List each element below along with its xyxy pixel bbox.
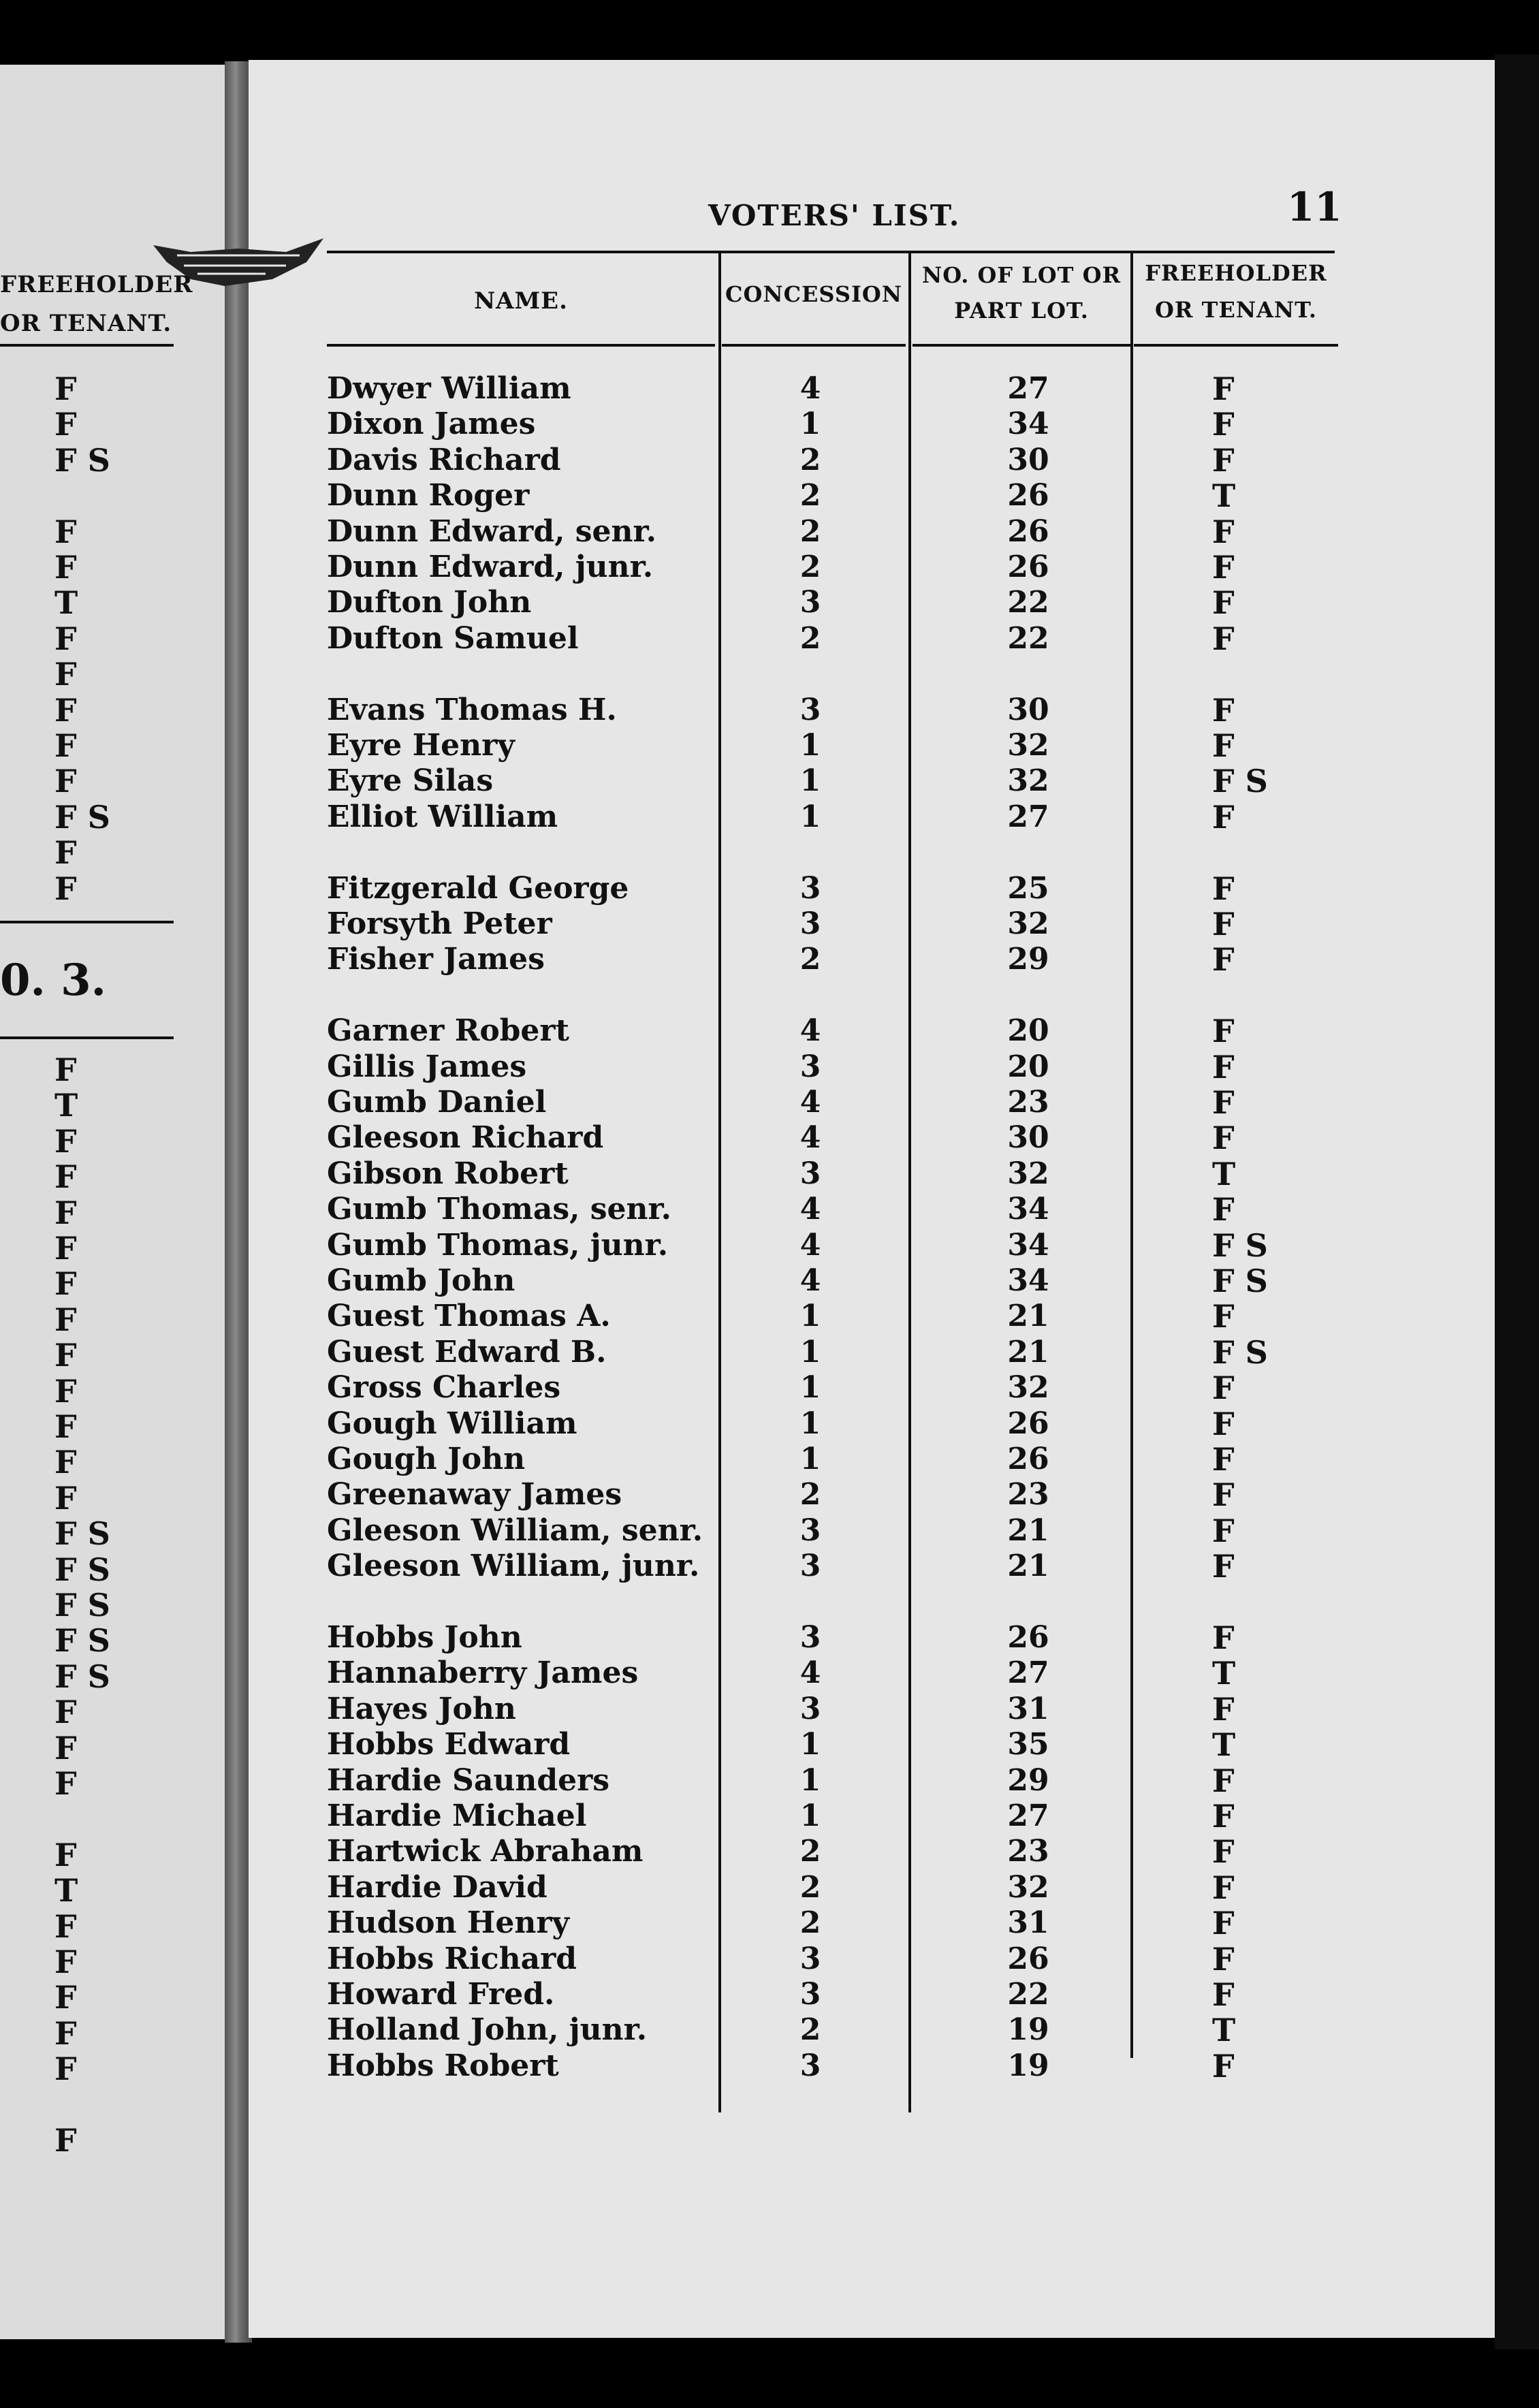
col-header-concession: CONCESSION [725, 281, 903, 307]
table-row [0, 621, 1539, 656]
freeholder-value: F [1212, 906, 1235, 942]
left-header-rule [0, 344, 174, 347]
table-row [0, 1549, 1539, 1584]
voter-name: Gibson Robert [327, 1156, 569, 1191]
lot-value: 30 [1007, 692, 1049, 727]
concession-value: 3 [799, 1691, 821, 1726]
table-row [0, 1905, 1539, 1941]
freeholder-value: F [1212, 870, 1235, 907]
voter-name: Gleeson Richard [327, 1120, 604, 1156]
freeholder-value: F [1212, 1512, 1235, 1549]
lot-value: 26 [1007, 513, 1049, 549]
lot-value: 32 [1007, 1156, 1049, 1191]
left-freeholder-value: F [54, 1836, 77, 1873]
freeholder-value: F [1212, 1476, 1235, 1514]
lot-value: 23 [1007, 1834, 1049, 1869]
freeholder-value: F [1212, 406, 1235, 443]
lot-value: 27 [1007, 1799, 1049, 1833]
lot-value: 26 [1007, 478, 1049, 513]
left-freeholder-value: F [54, 763, 77, 800]
left-freeholder-value: F [54, 1372, 77, 1410]
table-row [0, 1727, 1539, 1762]
concession-value: 2 [799, 1905, 821, 1941]
voter-name: Dixon James [327, 407, 536, 442]
voter-name: Gleeson William, senr. [327, 1512, 703, 1548]
col-header-lot-line1: NO. OF LOT OR [921, 262, 1122, 288]
voter-name: Hardie David [327, 1869, 548, 1905]
concession-value: 3 [799, 1512, 821, 1548]
freeholder-value: F [1212, 941, 1235, 979]
freeholder-value: F [1212, 798, 1235, 836]
lot-value: 26 [1007, 1442, 1049, 1476]
freeholder-value: F [1212, 1762, 1235, 1799]
lot-value: 29 [1007, 942, 1049, 977]
freeholder-value: F [1212, 1048, 1235, 1086]
concession-value: 3 [799, 1156, 821, 1191]
voter-name: Gumb Thomas, senr. [327, 1192, 671, 1227]
voter-name: Dunn Edward, junr. [327, 550, 654, 584]
voter-name: Eyre Silas [327, 763, 494, 799]
freeholder-value: F [1212, 1619, 1235, 1656]
left-freeholder-value: F [54, 2050, 77, 2088]
concession-value: 4 [799, 1013, 821, 1049]
left-freeholder-value: F [54, 1122, 77, 1160]
lot-value: 21 [1007, 1334, 1049, 1369]
voter-name: Hobbs Richard [327, 1941, 577, 1976]
left-freeholder-value: F [54, 1337, 77, 1374]
freeholder-value: F [1212, 1013, 1235, 1050]
table-row [0, 906, 1539, 942]
table-row [0, 1619, 1539, 1660]
lot-value: 32 [1007, 728, 1049, 763]
concession-value: 2 [799, 2012, 821, 2048]
voter-name: Gross Charles [327, 1370, 561, 1406]
table-row [0, 478, 1539, 513]
voter-name: Dufton John [327, 585, 532, 620]
table-row [0, 1299, 1539, 1334]
voter-name: Guest Edward B. [327, 1334, 607, 1369]
lot-value: 32 [1007, 1869, 1049, 1905]
table-row [0, 1477, 1539, 1512]
table-row [0, 550, 1539, 585]
concession-value: 2 [799, 550, 821, 584]
concession-value [776, 835, 844, 870]
freeholder-value: T [1212, 477, 1236, 515]
concession-value: 2 [799, 442, 821, 477]
freeholder-value: T [1212, 2012, 1236, 2049]
freeholder-value: F [1212, 1120, 1235, 1157]
concession-value: 1 [799, 1299, 821, 1334]
page-title: VOTERS' LIST. [708, 199, 961, 232]
freeholder-value: F [1212, 1905, 1235, 1942]
left-freeholder-value: F S [54, 798, 110, 836]
concession-value: 2 [799, 1477, 821, 1512]
concession-value: 1 [799, 1370, 821, 1406]
table-row [0, 1192, 1539, 1227]
table-row [0, 1870, 1539, 1905]
freeholder-value: F [1212, 1833, 1235, 1871]
table-row [0, 1405, 1539, 1445]
freeholder-value: F S [1212, 1333, 1268, 1371]
table-row [0, 1799, 1539, 1834]
freeholder-value: F [1212, 1690, 1235, 1728]
voter-name: Garner Robert [327, 1013, 569, 1049]
lot-value [981, 835, 1076, 870]
lot-value: 26 [1007, 1620, 1049, 1655]
freeholder-value: T [1212, 1155, 1236, 1192]
table-row [0, 978, 1539, 1013]
lot-value: 30 [1007, 442, 1049, 477]
lot-value: 23 [1007, 1085, 1049, 1120]
voter-name: Eyre Henry [327, 728, 515, 763]
concession-value: 1 [799, 763, 821, 799]
left-freeholder-value: F [54, 1301, 77, 1338]
left-col-header-line2: OR TENANT. [0, 310, 172, 337]
left-freeholder-value: F [54, 2014, 77, 2052]
freeholder-value: F [1212, 2047, 1235, 2085]
lot-value: 31 [1007, 1905, 1049, 1941]
table-row [0, 763, 1539, 799]
freeholder-value: F [1212, 370, 1235, 407]
freeholder-value: F [1212, 1548, 1235, 1585]
concession-value: 2 [799, 513, 821, 549]
concession-value: 3 [799, 692, 821, 727]
concession-value: 3 [799, 906, 821, 941]
table-row [0, 1263, 1539, 1303]
concession-value: 3 [799, 1977, 821, 2012]
table-row [0, 835, 1539, 870]
lot-value [981, 1585, 1076, 1620]
freeholder-value: F S [1212, 1263, 1268, 1299]
concession-value: 3 [799, 1941, 821, 1976]
voter-name: Evans Thomas H. [327, 692, 617, 727]
left-freeholder-value: F [54, 656, 77, 693]
concession-value: 1 [799, 1406, 821, 1441]
freeholder-value: T [1212, 1655, 1236, 1692]
lot-value: 34 [1007, 1192, 1049, 1227]
freeholder-value: F [1212, 549, 1235, 586]
freeholder-value: F [1212, 513, 1235, 550]
lot-value: 32 [1007, 763, 1049, 799]
voter-name: Holland John, junr. [327, 2012, 648, 2048]
left-freeholder-value: F [54, 513, 77, 550]
lot-value: 27 [1007, 1656, 1049, 1691]
voter-name: Gleeson William, junr. [327, 1549, 700, 1584]
table-row [0, 693, 1539, 728]
lot-value [981, 656, 1076, 692]
left-freeholder-value: F [54, 620, 77, 657]
left-freeholder-value: F [54, 1158, 77, 1196]
lot-value: 22 [1007, 585, 1049, 620]
col-header-name: NAME. [474, 287, 568, 315]
voter-name: Dufton Samuel [327, 620, 579, 656]
left-section-label: 0. 3. [0, 955, 106, 1006]
left-freeholder-value: F [54, 1729, 77, 1767]
lot-value: 30 [1007, 1120, 1049, 1156]
left-freeholder-value: F [54, 1444, 77, 1481]
freeholder-value: F [1212, 620, 1235, 657]
lot-value: 29 [1007, 1762, 1049, 1798]
page-number: 11 [1287, 184, 1342, 230]
lot-value: 34 [1007, 1227, 1049, 1263]
concession-value [776, 656, 844, 692]
voter-name: Davis Richard [327, 442, 561, 477]
voter-name: Hayes John [327, 1691, 516, 1726]
table-row [0, 1013, 1539, 1049]
left-freeholder-value: F S [54, 441, 110, 479]
lot-value: 19 [1007, 2048, 1049, 2083]
col-header-freeholder [1134, 255, 1338, 328]
voter-name: Dunn Edward, senr. [327, 513, 656, 549]
freeholder-value: F [1212, 1869, 1235, 1906]
lot-value: 31 [1007, 1691, 1049, 1726]
left-freeholder-value: F [54, 1479, 77, 1517]
voter-name: Gumb John [327, 1263, 515, 1298]
concession-value: 1 [799, 799, 821, 834]
freeholder-value: F [1212, 1441, 1235, 1478]
table-row [0, 1085, 1539, 1120]
lot-value: 26 [1007, 550, 1049, 584]
table-row [0, 1692, 1539, 1727]
lot-value: 35 [1007, 1727, 1049, 1762]
concession-value: 2 [799, 1869, 821, 1905]
lot-value: 32 [1007, 906, 1049, 941]
table-row [0, 1512, 1539, 1553]
freeholder-value: T [1212, 1726, 1236, 1764]
table-row [0, 1977, 1539, 2012]
concession-value: 2 [799, 1834, 821, 1869]
left-freeholder-value: F S [54, 1622, 110, 1660]
concession-value: 1 [799, 728, 821, 763]
freeholder-value: F [1212, 441, 1235, 479]
lot-value: 22 [1007, 620, 1049, 656]
left-freeholder-value: F [54, 1194, 77, 1231]
lot-value: 23 [1007, 1477, 1049, 1512]
concession-value: 1 [799, 1799, 821, 1833]
table-row [0, 443, 1539, 478]
voter-name: Hannaberry James [327, 1656, 639, 1691]
freeholder-value: F [1212, 1084, 1235, 1121]
left-freeholder-value: F [54, 2122, 77, 2159]
concession-value: 3 [799, 1549, 821, 1584]
header-underline-lot [913, 344, 1130, 347]
voter-name: Hardie Michael [327, 1799, 587, 1833]
table-row [0, 1370, 1539, 1406]
table-row [0, 871, 1539, 906]
left-freeholder-value: F S [54, 1658, 110, 1695]
voter-name: Greenaway James [327, 1477, 622, 1512]
lot-value: 26 [1007, 1406, 1049, 1441]
table-row [0, 1335, 1539, 1370]
left-freeholder-value: F [54, 1765, 77, 1802]
lot-value: 34 [1007, 1263, 1049, 1298]
concession-value: 1 [799, 1334, 821, 1369]
left-freeholder-value: F [54, 370, 77, 407]
voter-name: Forsyth Peter [327, 906, 552, 941]
concession-value: 2 [799, 478, 821, 513]
col-header-fh-line2: OR TENANT. [1155, 297, 1317, 323]
col-header-lot-line2: PART LOT. [954, 298, 1089, 323]
concession-value: 3 [799, 870, 821, 906]
table-row [0, 371, 1539, 407]
left-freeholder-value: F [54, 834, 77, 872]
left-freeholder-value: F S [54, 1587, 110, 1623]
lot-value: 19 [1007, 2012, 1049, 2048]
freeholder-value: F [1212, 691, 1235, 729]
lot-value [981, 978, 1076, 1013]
freeholder-value: F [1212, 1298, 1235, 1335]
table-row [0, 2012, 1539, 2048]
concession-value: 3 [799, 585, 821, 620]
left-freeholder-value: F [54, 1907, 77, 1945]
freeholder-value: F [1212, 727, 1235, 764]
left-freeholder-value: F [54, 727, 77, 764]
table-row [0, 1049, 1539, 1085]
concession-value: 4 [799, 371, 821, 406]
freeholder-value: F [1212, 1976, 1235, 2013]
table-row [0, 2048, 1539, 2084]
table-row [0, 1155, 1539, 1196]
voter-name: Hartwick Abraham [327, 1834, 644, 1869]
table-row [0, 1942, 1539, 1977]
voter-name: Fitzgerald George [327, 870, 629, 906]
header-underline-concession [722, 344, 906, 347]
voter-name: Dwyer William [327, 371, 571, 406]
concession-value: 3 [799, 1620, 821, 1655]
freeholder-value: F S [1212, 1226, 1268, 1264]
table-row [0, 942, 1539, 977]
freeholder-value: F [1212, 584, 1235, 622]
freeholder-value: F [1212, 1940, 1235, 1978]
left-freeholder-value: F [54, 1408, 77, 1445]
lot-value: 20 [1007, 1013, 1049, 1049]
voter-name: Fisher James [327, 942, 545, 977]
lot-value: 32 [1007, 1370, 1049, 1406]
freeholder-value: F [1212, 1369, 1235, 1407]
voter-name: Gumb Daniel [327, 1085, 547, 1120]
freeholder-value: F [1212, 1798, 1235, 1835]
lot-value: 27 [1007, 799, 1049, 834]
left-freeholder-value: T [54, 584, 78, 622]
header-underline-name [327, 344, 715, 347]
table-row [0, 1656, 1539, 1691]
left-freeholder-value: F [54, 1051, 77, 1088]
concession-value: 4 [799, 1227, 821, 1263]
concession-value [776, 978, 844, 1013]
concession-value: 1 [799, 1762, 821, 1798]
left-freeholder-value: F [54, 1230, 77, 1267]
table-row [0, 656, 1539, 692]
lot-value: 22 [1007, 1977, 1049, 2012]
lot-value: 21 [1007, 1549, 1049, 1584]
col-header-fh-line1: FREEHOLDER [1145, 260, 1327, 286]
left-freeholder-value: F S [54, 1551, 110, 1588]
concession-value: 2 [799, 620, 821, 656]
left-freeholder-value: T [54, 1872, 78, 1910]
header-rule [327, 251, 1335, 253]
lot-value: 20 [1007, 1049, 1049, 1084]
voter-name: Guest Thomas A. [327, 1299, 611, 1334]
voter-name: Hobbs John [327, 1620, 522, 1655]
concession-value: 4 [799, 1085, 821, 1120]
header-underline-fh [1134, 344, 1338, 347]
left-freeholder-value: F [54, 549, 77, 586]
freeholder-value: F [1212, 1405, 1235, 1442]
concession-value: 3 [799, 2048, 821, 2083]
left-freeholder-value: F [54, 870, 77, 907]
col-header-lot [913, 257, 1130, 328]
lot-value: 21 [1007, 1299, 1049, 1334]
voter-name: Gumb Thomas, junr. [327, 1227, 669, 1263]
concession-value: 3 [799, 1049, 821, 1084]
table-row [0, 1120, 1539, 1156]
concession-value: 2 [799, 942, 821, 977]
lot-value: 25 [1007, 870, 1049, 906]
voter-name: Elliot William [327, 799, 558, 834]
voter-name: Gough John [327, 1442, 526, 1476]
voter-name: Hobbs Robert [327, 2048, 559, 2083]
table-row [0, 1442, 1539, 1477]
concession-value: 4 [799, 1263, 821, 1298]
table-row [0, 799, 1539, 835]
concession-value: 1 [799, 1727, 821, 1762]
concession-value: 4 [799, 1120, 821, 1156]
voter-name: Hudson Henry [327, 1905, 570, 1941]
freeholder-value: F S [1212, 763, 1268, 800]
left-freeholder-value: F [54, 691, 77, 729]
left-freeholder-value: F [54, 1979, 77, 2016]
concession-value: 1 [799, 407, 821, 442]
table-row [0, 514, 1539, 550]
voter-name: Gillis James [327, 1049, 527, 1084]
concession-value [776, 1585, 844, 1620]
voter-name: Howard Fred. [327, 1977, 555, 2012]
concession-value: 4 [799, 1656, 821, 1691]
voter-name: Hobbs Edward [327, 1727, 571, 1762]
lot-value: 27 [1007, 371, 1049, 406]
table-row [0, 1762, 1539, 1802]
table-row [0, 1834, 1539, 1869]
table-row [0, 585, 1539, 620]
table-row [0, 1585, 1539, 1620]
freeholder-value: F [1212, 1191, 1235, 1229]
table-row [0, 1228, 1539, 1263]
voter-name: Gough William [327, 1406, 577, 1441]
left-freeholder-value: F S [54, 1515, 110, 1553]
left-freeholder-value: T [54, 1087, 78, 1124]
lot-value: 34 [1007, 407, 1049, 442]
concession-value: 1 [799, 1442, 821, 1476]
left-freeholder-value: F [54, 1694, 77, 1731]
concession-value: 4 [799, 1192, 821, 1227]
left-freeholder-value: F [54, 406, 77, 443]
table-row [0, 407, 1539, 442]
left-freeholder-value: F [54, 1944, 77, 1980]
left-freeholder-value: F [54, 1265, 77, 1303]
lot-value: 26 [1007, 1941, 1049, 1976]
voter-name: Dunn Roger [327, 478, 530, 513]
lot-value: 21 [1007, 1512, 1049, 1548]
voter-name: Hardie Saunders [327, 1762, 610, 1798]
left-col-header-line1: FREEHOLDER [0, 271, 193, 298]
table-row [0, 728, 1539, 763]
